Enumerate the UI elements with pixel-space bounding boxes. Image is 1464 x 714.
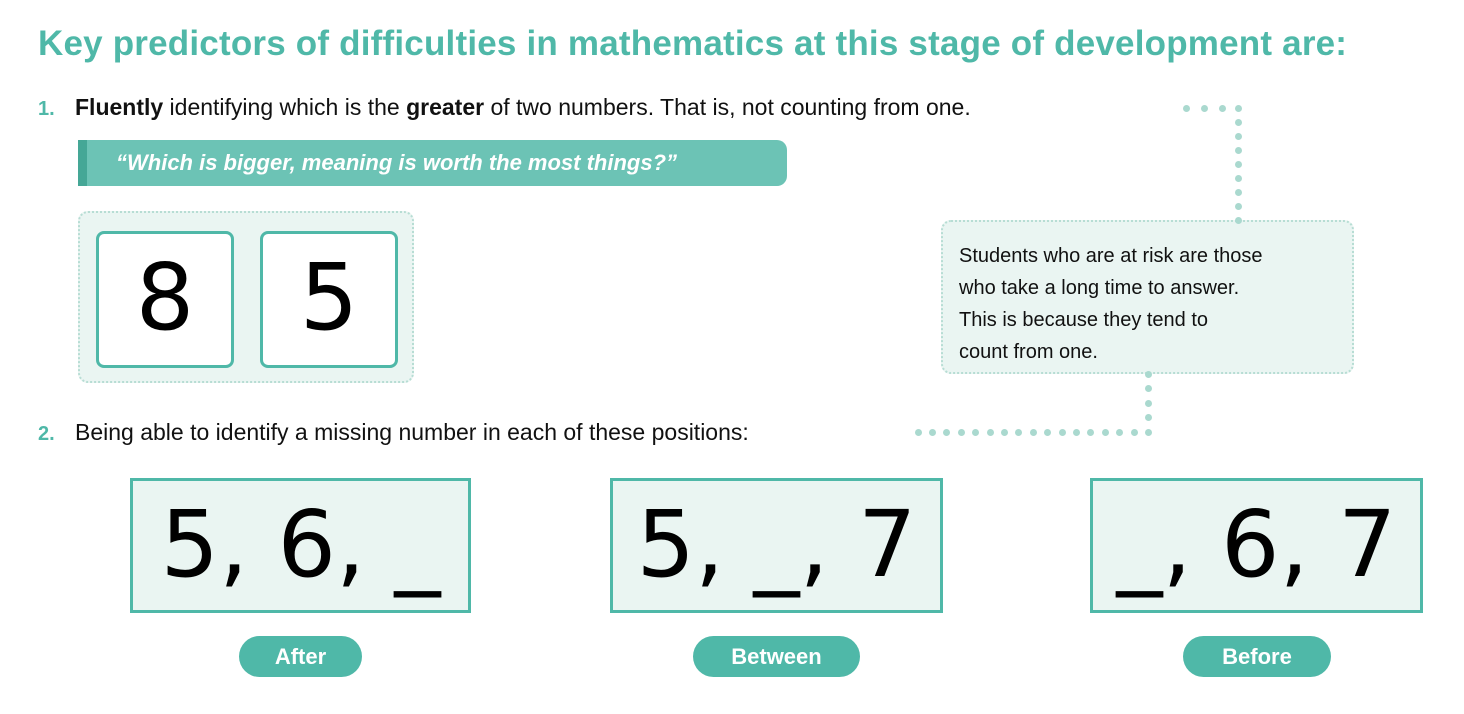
connector-dot	[1131, 429, 1138, 436]
number-comparison-panel	[78, 211, 414, 383]
quote-text: “Which is bigger, meaning is worth the most things?”	[116, 150, 678, 175]
connector-dot	[987, 429, 994, 436]
number-card: 8	[96, 231, 234, 368]
connector-dot	[943, 429, 950, 436]
page-title: Key predictors of difficulties in mathematics at this stage of development are:	[38, 24, 1348, 63]
connector-dot	[972, 429, 979, 436]
connector-dot	[1145, 400, 1152, 407]
predictor-item-1	[38, 94, 971, 121]
connector-dot	[1219, 105, 1226, 112]
note-line: This is because they tend to	[959, 309, 1209, 331]
connector-dot	[929, 429, 936, 436]
connector-dot	[1001, 429, 1008, 436]
position-label-before: Before	[1183, 636, 1331, 677]
sequence-box-before: _, 6, 7	[1090, 478, 1423, 613]
connector-dot	[1015, 429, 1022, 436]
connector-dot	[1030, 429, 1037, 436]
item-text: Being able to identify a missing number in each of these positions:	[75, 419, 749, 445]
connector-dot	[1235, 189, 1242, 196]
connector-dot	[1235, 119, 1242, 126]
connector-dot	[1235, 133, 1242, 140]
connector-dot	[915, 429, 922, 436]
connector-dot	[1102, 429, 1109, 436]
connector-dot	[1235, 147, 1242, 154]
note-line: Students who are at risk are those	[959, 245, 1263, 267]
sequence-box-after: 5, 6, _	[130, 478, 471, 613]
connector-dot	[1201, 105, 1208, 112]
emphasis-fluently: Fluently	[75, 94, 164, 120]
connector-dot	[1145, 385, 1152, 392]
note-line: who take a long time to answer.	[959, 277, 1240, 299]
connector-dot	[1145, 429, 1152, 436]
item-number: 1.	[38, 98, 55, 120]
emphasis-greater: greater	[406, 94, 485, 120]
connector-dot	[1183, 105, 1190, 112]
connector-dot	[1235, 203, 1242, 210]
note-line: count from one.	[959, 341, 1098, 363]
item-text: of two numbers. That is, not counting from one.	[484, 94, 971, 120]
connector-dot	[1087, 429, 1094, 436]
number-card: 5	[260, 231, 398, 368]
connector-dot	[1235, 217, 1242, 224]
at-risk-note	[941, 220, 1354, 374]
connector-dot	[1073, 429, 1080, 436]
connector-dot	[1145, 371, 1152, 378]
item-text: identifying which is the	[163, 94, 407, 120]
sequence-box-between: 5, _, 7	[610, 478, 943, 613]
predictor-item-2	[38, 419, 749, 446]
connector-dot	[1059, 429, 1066, 436]
connector-dot	[958, 429, 965, 436]
connector-dot	[1235, 161, 1242, 168]
connector-dot	[1235, 175, 1242, 182]
connector-dot	[1235, 105, 1242, 112]
quote-accent-edge	[78, 140, 87, 186]
connector-dot	[1044, 429, 1051, 436]
connector-dot	[1145, 414, 1152, 421]
item-number: 2.	[38, 423, 55, 445]
connector-dot	[1116, 429, 1123, 436]
position-label-after: After	[239, 636, 362, 677]
position-label-between: Between	[693, 636, 860, 677]
quote-banner	[78, 140, 787, 186]
